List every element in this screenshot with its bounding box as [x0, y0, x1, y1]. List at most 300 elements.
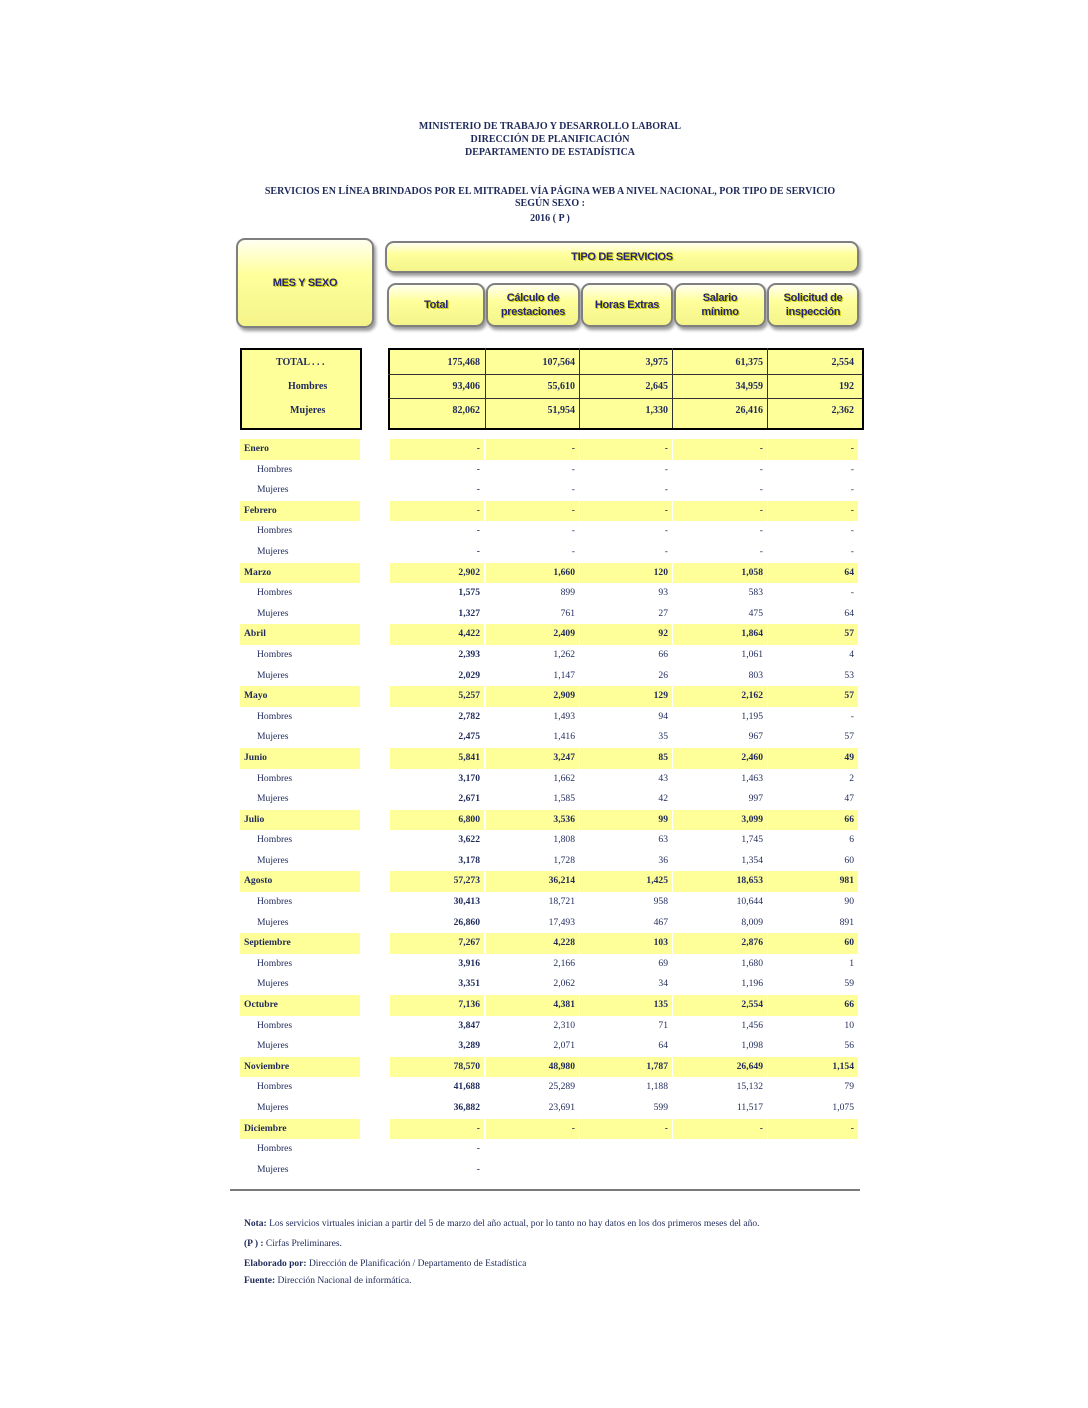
table-cell: 1,493: [553, 710, 575, 722]
totals-cell: 26,416: [735, 405, 763, 416]
table-cell: 57: [768, 624, 858, 645]
table-cell: -: [580, 1119, 672, 1140]
table-cell: -: [476, 1143, 480, 1155]
table-cell: -: [850, 545, 854, 557]
table-cell: 997: [748, 793, 763, 805]
sex-row: [240, 1139, 860, 1160]
totals-cell: 55,610: [547, 381, 575, 392]
month-row: [240, 439, 860, 460]
totals-cell: 175,468: [447, 357, 480, 368]
sex-row: [240, 707, 860, 728]
sex-label: Hombres: [257, 1019, 293, 1031]
table-cell: [486, 1160, 579, 1181]
table-cell: 36,214: [486, 871, 579, 892]
table-cell: 129: [580, 686, 672, 707]
month-row: [240, 501, 860, 522]
table-cell: 2,062: [553, 978, 575, 990]
sex-label: Hombres: [257, 896, 293, 908]
sex-label: Hombres: [257, 463, 293, 475]
table-cell: -: [768, 439, 858, 460]
table-cell: 1,680: [741, 957, 763, 969]
table-cell: -: [476, 484, 480, 496]
table-cell: -: [571, 545, 575, 557]
table-cell: 2,876: [673, 933, 767, 954]
totals-cell: 107,564: [542, 357, 575, 368]
table-cell: 2,782: [458, 710, 480, 722]
table-cell: 4: [849, 648, 854, 660]
table-cell: 2,909: [486, 686, 579, 707]
table-cell: -: [664, 525, 668, 537]
table-cell: 120: [580, 563, 672, 584]
sex-row: [240, 789, 860, 810]
sex-label: Mujeres: [257, 545, 289, 557]
totals-cell: 2,645: [645, 381, 668, 392]
col-header-inspeccion-label: Solicitud de inspección: [783, 292, 843, 318]
table-cell: 15,132: [736, 1081, 763, 1093]
table-cell: 2,409: [486, 624, 579, 645]
table-cell: -: [580, 439, 672, 460]
table-cell: 92: [580, 624, 672, 645]
sex-row: [240, 1098, 860, 1119]
table-cell: 2,071: [553, 1040, 575, 1052]
sex-label: Mujeres: [257, 484, 289, 496]
sex-label: Mujeres: [257, 607, 289, 619]
table-cell: 41,688: [453, 1081, 480, 1093]
totals-row: [240, 376, 860, 398]
table-cell: 6,800: [390, 810, 484, 831]
table-cell: 475: [748, 607, 763, 619]
group-header-box: [385, 241, 859, 273]
table-cell: [768, 1160, 858, 1181]
table-cell: -: [850, 463, 854, 475]
table-cell: 1,787: [580, 1057, 672, 1078]
table-cell: 7,136: [390, 995, 484, 1016]
sex-row: [240, 645, 860, 666]
table-cell: 1: [849, 957, 854, 969]
source: [244, 1275, 412, 1287]
month-label: Abril: [240, 624, 360, 645]
table-cell: 64: [768, 563, 858, 584]
table-cell: 1,196: [741, 978, 763, 990]
month-label: Septiembre: [240, 933, 360, 954]
table-cell: -: [476, 463, 480, 475]
month-label: Julio: [240, 810, 360, 831]
table-cell: 2,310: [553, 1019, 575, 1031]
month-label: Junio: [240, 748, 360, 769]
row-header-label: MES Y SEXO: [272, 277, 338, 289]
table-cell: 18,721: [548, 896, 575, 908]
totals-cell: 93,406: [452, 381, 480, 392]
month-row: [240, 624, 860, 645]
table-cell: 94: [658, 710, 668, 722]
table-cell: 99: [580, 810, 672, 831]
table-cell: 2,671: [458, 793, 480, 805]
sex-label: Hombres: [257, 525, 293, 537]
month-label: Febrero: [240, 501, 360, 522]
col-header-prestaciones: [486, 283, 580, 327]
table-cell: 1,585: [553, 793, 575, 805]
table-cell: 1,864: [673, 624, 767, 645]
totals-divider: [388, 374, 862, 375]
table-cell: 17,493: [548, 916, 575, 928]
table-cell: -: [390, 501, 484, 522]
table-cell: 1,463: [741, 772, 763, 784]
prepared-by: [244, 1258, 526, 1270]
table-cell: 26,649: [673, 1057, 767, 1078]
table-cell: 2,460: [673, 748, 767, 769]
note: [244, 1218, 760, 1230]
table-cell: [580, 1139, 672, 1160]
table-cell: 27: [658, 607, 668, 619]
month-row: [240, 686, 860, 707]
table-cell: 66: [768, 995, 858, 1016]
col-header-horas-label: Horas Extras: [594, 299, 660, 311]
totals-cell: 2,554: [831, 357, 854, 368]
group-header-label: TIPO DE SERVICIOS: [571, 251, 673, 263]
table-cell: 64: [658, 1040, 668, 1052]
table-cell: 1,416: [553, 731, 575, 743]
sex-label: Hombres: [257, 834, 293, 846]
sex-label: Mujeres: [257, 793, 289, 805]
month-row: [240, 995, 860, 1016]
table-cell: 3,847: [458, 1019, 480, 1031]
table-cell: 23,691: [548, 1102, 575, 1113]
report-subtitle: SEGÚN SEXO :: [514, 198, 585, 209]
table-cell: 2,393: [458, 648, 480, 660]
table-cell: 1,728: [553, 854, 575, 866]
ministry-name: MINISTERIO DE TRABAJO Y DESARROLLO LABORAL: [418, 121, 682, 132]
table-cell: 36: [658, 854, 668, 866]
table-cell: 1,327: [458, 607, 480, 619]
col-header-salario-label: Salario mínimo: [701, 292, 739, 318]
table-cell: 2: [849, 772, 854, 784]
table-cell: -: [850, 484, 854, 496]
table-cell: 69: [658, 957, 668, 969]
table-cell: 3,916: [458, 957, 480, 969]
table-cell: -: [476, 545, 480, 557]
month-row: [240, 748, 860, 769]
sex-row: [240, 830, 860, 851]
table-cell: 11,517: [736, 1102, 763, 1113]
table-cell: 8,009: [741, 916, 763, 928]
month-label: Enero: [240, 439, 360, 460]
table-cell: 2,162: [673, 686, 767, 707]
sex-label: Hombres: [257, 1143, 293, 1155]
sex-label: Hombres: [257, 648, 293, 660]
table-cell: 1,075: [832, 1102, 854, 1113]
table-cell: 57,273: [390, 871, 484, 892]
report-year: 2016 ( P ): [530, 213, 570, 224]
table-cell: 1,147: [553, 669, 575, 681]
totals-cell: 192: [839, 381, 854, 392]
totals-cell: 61,375: [735, 357, 763, 368]
sex-label: Mujeres: [257, 916, 289, 928]
totals-block: [240, 348, 860, 430]
sex-row: [240, 480, 860, 501]
table-cell: 1,425: [580, 871, 672, 892]
table-cell: 3,099: [673, 810, 767, 831]
col-header-total: [387, 283, 485, 327]
table-cell: 71: [658, 1019, 668, 1031]
table-cell: 56: [844, 1040, 854, 1052]
sex-row: [240, 460, 860, 481]
col-header-total-label: Total: [424, 299, 448, 311]
table-bottom-rule: [230, 1189, 860, 1191]
table-cell: 90: [844, 896, 854, 908]
table-cell: 1,660: [486, 563, 579, 584]
table-cell: 3,178: [458, 854, 480, 866]
table-cell: 103: [580, 933, 672, 954]
table-cell: 803: [748, 669, 763, 681]
table-cell: 93: [658, 587, 668, 599]
table-cell: -: [664, 463, 668, 475]
table-cell: -: [850, 525, 854, 537]
totals-row-label: TOTAL . . .: [276, 357, 325, 368]
table-cell: 49: [768, 748, 858, 769]
table-cell: 1,061: [741, 648, 763, 660]
table-cell: 1,456: [741, 1019, 763, 1031]
month-row: [240, 1057, 860, 1078]
col-header-prestaciones-label: Cálculo de prestaciones: [500, 292, 566, 318]
sex-label: Mujeres: [257, 978, 289, 990]
table-cell: 467: [653, 916, 668, 928]
totals-row: [240, 352, 860, 374]
table-cell: 1,354: [741, 854, 763, 866]
source-text: Dirección Nacional de informática.: [277, 1276, 412, 1286]
sex-row: [240, 954, 860, 975]
sex-label: Mujeres: [257, 1102, 289, 1113]
table-cell: 79: [844, 1081, 854, 1093]
sex-row: [240, 583, 860, 604]
table-cell: 60: [768, 933, 858, 954]
table-cell: -: [486, 501, 579, 522]
table-cell: -: [850, 710, 854, 722]
sex-row: [240, 666, 860, 687]
table-cell: 1,262: [553, 648, 575, 660]
table-cell: 60: [844, 854, 854, 866]
sex-row: [240, 974, 860, 995]
sex-row: [240, 1036, 860, 1057]
sex-row: [240, 851, 860, 872]
month-label: Agosto: [240, 871, 360, 892]
month-label: Diciembre: [240, 1119, 360, 1140]
table-cell: 3,289: [458, 1040, 480, 1052]
note-label: Nota:: [244, 1219, 267, 1229]
month-row: [240, 871, 860, 892]
totals-row-label: Hombres: [288, 381, 328, 392]
table-cell: 981: [768, 871, 858, 892]
table-cell: 3,536: [486, 810, 579, 831]
totals-cell: 3,975: [645, 357, 668, 368]
table-cell: -: [476, 1163, 480, 1175]
table-cell: -: [664, 545, 668, 557]
col-header-horas: [581, 283, 673, 327]
table-cell: 967: [748, 731, 763, 743]
table-cell: 1,662: [553, 772, 575, 784]
table-cell: 1,098: [741, 1040, 763, 1052]
table-cell: 899: [560, 587, 575, 599]
sex-row: [240, 727, 860, 748]
table-cell: 3,622: [458, 834, 480, 846]
month-label: Mayo: [240, 686, 360, 707]
table-cell: 48,980: [486, 1057, 579, 1078]
table-cell: 583: [748, 587, 763, 599]
table-cell: 1,745: [741, 834, 763, 846]
table-cell: 30,413: [453, 896, 480, 908]
sex-label: Mujeres: [257, 669, 289, 681]
table-cell: 2,902: [390, 563, 484, 584]
table-cell: 10,644: [736, 896, 763, 908]
table-cell: -: [486, 1119, 579, 1140]
table-cell: -: [759, 525, 763, 537]
sex-label: Hombres: [257, 772, 293, 784]
monthly-table: [240, 439, 860, 1180]
table-cell: 5,257: [390, 686, 484, 707]
month-row: [240, 563, 860, 584]
table-cell: 1,808: [553, 834, 575, 846]
month-row: [240, 1119, 860, 1140]
table-cell: 135: [580, 995, 672, 1016]
month-label: Noviembre: [240, 1057, 360, 1078]
table-cell: 7,267: [390, 933, 484, 954]
table-cell: 57: [768, 686, 858, 707]
sex-label: Mujeres: [257, 1163, 289, 1175]
table-cell: -: [768, 501, 858, 522]
table-cell: 599: [653, 1102, 668, 1113]
table-cell: 66: [768, 810, 858, 831]
table-cell: -: [390, 439, 484, 460]
row-header-box: [236, 238, 374, 328]
department-name: DEPARTAMENTO DE ESTADÍSTICA: [464, 147, 636, 158]
table-cell: -: [580, 501, 672, 522]
sex-row: [240, 769, 860, 790]
sex-label: Hombres: [257, 957, 293, 969]
table-cell: 1,188: [646, 1081, 668, 1093]
sex-row: [240, 892, 860, 913]
table-cell: 57: [844, 731, 854, 743]
table-cell: 47: [844, 793, 854, 805]
table-cell: 4,422: [390, 624, 484, 645]
table-cell: 36,882: [453, 1102, 480, 1113]
sex-label: Hombres: [257, 1081, 293, 1093]
table-cell: 26,860: [453, 916, 480, 928]
table-cell: 10: [844, 1019, 854, 1031]
totals-cell: 34,959: [735, 381, 763, 392]
table-cell: 78,570: [390, 1057, 484, 1078]
table-cell: 1,575: [458, 587, 480, 599]
note-text: Los servicios virtuales inician a partir del 5 de marzo del año actual, por lo tanto no hay datos en los dos primeros meses del año.: [269, 1219, 760, 1229]
month-label: Octubre: [240, 995, 360, 1016]
table-cell: 64: [844, 607, 854, 619]
table-cell: 43: [658, 772, 668, 784]
table-cell: 4,228: [486, 933, 579, 954]
report-title: SERVICIOS EN LÍNEA BRINDADOS POR EL MITRADEL VÍA PÁGINA WEB A NIVEL NACIONAL, POR TIPO DE SERVICIO: [264, 186, 836, 197]
table-cell: -: [571, 463, 575, 475]
direction-name: DIRECCIÓN DE PLANIFICACIÓN: [470, 134, 630, 145]
table-cell: 1,058: [673, 563, 767, 584]
source-label: Fuente:: [244, 1276, 276, 1286]
table-cell: 3,170: [458, 772, 480, 784]
table-cell: 2,554: [673, 995, 767, 1016]
table-cell: 3,247: [486, 748, 579, 769]
sex-row: [240, 604, 860, 625]
month-label: Marzo: [240, 563, 360, 584]
table-cell: [673, 1139, 767, 1160]
table-cell: -: [673, 439, 767, 460]
sex-row: [240, 1160, 860, 1181]
table-cell: [486, 1139, 579, 1160]
table-cell: -: [664, 484, 668, 496]
table-cell: 26: [658, 669, 668, 681]
table-cell: -: [486, 439, 579, 460]
prepared-by-text: Dirección de Planificación / Departamento de Estadística: [308, 1259, 527, 1269]
sex-row: [240, 1016, 860, 1037]
sex-label: Hombres: [257, 710, 293, 722]
col-header-inspeccion: [767, 283, 859, 327]
table-cell: -: [673, 501, 767, 522]
table-cell: 18,653: [673, 871, 767, 892]
table-cell: [673, 1160, 767, 1181]
month-row: [240, 933, 860, 954]
sex-row: [240, 1077, 860, 1098]
table-cell: 53: [844, 669, 854, 681]
table-cell: -: [476, 525, 480, 537]
preliminary-text: Cirfas Preliminares.: [265, 1239, 342, 1249]
totals-cell: 2,362: [831, 405, 854, 416]
sex-label: Hombres: [257, 587, 293, 599]
table-cell: 4,381: [486, 995, 579, 1016]
table-cell: -: [673, 1119, 767, 1140]
totals-cell: 51,954: [547, 405, 575, 416]
sex-label: Mujeres: [257, 854, 289, 866]
table-cell: 42: [658, 793, 668, 805]
table-cell: 761: [560, 607, 575, 619]
table-cell: -: [768, 1119, 858, 1140]
table-cell: 59: [844, 978, 854, 990]
table-cell: -: [759, 484, 763, 496]
table-cell: 891: [839, 916, 854, 928]
table-cell: -: [759, 545, 763, 557]
prepared-by-label: Elaborado por:: [244, 1259, 307, 1269]
col-header-salario: [674, 283, 766, 327]
table-cell: 25,289: [548, 1081, 575, 1093]
table-cell: [580, 1160, 672, 1181]
table-cell: 1,195: [741, 710, 763, 722]
totals-divider: [388, 398, 862, 399]
sex-label: Mujeres: [257, 731, 289, 743]
table-cell: 1,154: [768, 1057, 858, 1078]
preliminary-note: [244, 1238, 342, 1250]
sex-label: Mujeres: [257, 1040, 289, 1052]
table-cell: 66: [658, 648, 668, 660]
sex-row: [240, 521, 860, 542]
month-row: [240, 810, 860, 831]
table-cell: 2,029: [458, 669, 480, 681]
table-cell: 2,166: [553, 957, 575, 969]
sex-row: [240, 913, 860, 934]
table-cell: [768, 1139, 858, 1160]
table-cell: 2,475: [458, 731, 480, 743]
table-cell: 34: [658, 978, 668, 990]
sex-row: [240, 542, 860, 563]
table-cell: 63: [658, 834, 668, 846]
table-cell: -: [759, 463, 763, 475]
table-cell: 3,351: [458, 978, 480, 990]
table-cell: 5,841: [390, 748, 484, 769]
table-cell: -: [850, 587, 854, 599]
table-cell: 958: [653, 896, 668, 908]
table-cell: 35: [658, 731, 668, 743]
